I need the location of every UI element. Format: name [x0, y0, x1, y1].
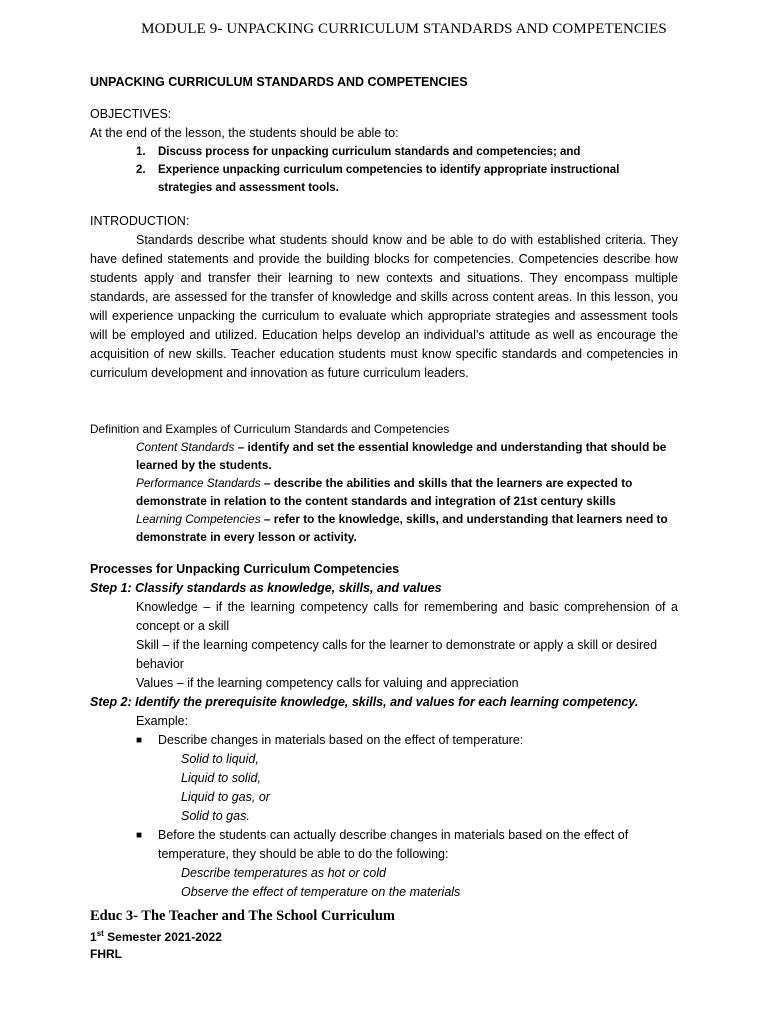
- definition-desc: – describe the abilities and skills that the learners are expected to demonstrate in relation to the content standards and integration of 21st century skills: [136, 476, 633, 508]
- sub-item: Observe the effect of temperature on the materials: [181, 885, 461, 899]
- semester-ordinal: 1: [90, 930, 97, 944]
- definitions-heading: Definition and Examples of Curriculum Standards and Competencies: [90, 422, 450, 436]
- objective-number: 2.: [136, 164, 146, 176]
- objective-item: [90, 161, 678, 197]
- processes-section: [90, 560, 678, 902]
- objective-item: [90, 143, 678, 161]
- objective-text: Discuss process for unpacking curriculum standards and competencies; and: [158, 146, 581, 158]
- objectives-lead: At the end of the lesson, the students should be able to:: [90, 126, 399, 140]
- definition-term: Learning Competencies: [136, 512, 261, 526]
- definition-item: [136, 510, 678, 546]
- step-1-skill: Skill – if the learning competency calls for the learner to demonstrate or apply a skill or desired behavior: [136, 638, 658, 671]
- definition-desc: – identify and set the essential knowledge and understanding that should be learned by the students.: [136, 440, 667, 472]
- definition-item: [136, 438, 678, 474]
- objective-text: Experience unpacking curriculum competencies to identify appropriate instructional strategies and assessment tools.: [158, 164, 620, 194]
- author-initials: FHRL: [90, 947, 122, 961]
- definition-desc: – refer to the knowledge, skills, and understanding that learners need to demonstrate in every lesson or activity.: [136, 512, 668, 544]
- sub-item: Liquid to gas, or: [181, 790, 270, 804]
- objectives-heading: OBJECTIVES:: [90, 107, 172, 121]
- module-header: MODULE 9- UNPACKING CURRICULUM STANDARDS AND COMPETENCIES: [141, 21, 667, 37]
- semester-text: Semester 2021-2022: [103, 930, 222, 944]
- section-title: UNPACKING CURRICULUM STANDARDS AND COMPETENCIES: [90, 75, 468, 89]
- bullet-text: Describe changes in materials based on the effect of temperature:: [158, 733, 524, 747]
- definitions-section: [90, 420, 678, 546]
- list-item: [136, 826, 678, 864]
- step-2-title: Step 2: Identify the prerequisite knowledge, skills, and values for each learning competency.: [90, 695, 639, 709]
- sub-item: Liquid to solid,: [181, 771, 261, 785]
- square-bullet-icon: ■: [136, 735, 143, 746]
- objective-number: 1.: [136, 146, 146, 158]
- page-footer: [90, 908, 395, 963]
- introduction-heading: INTRODUCTION:: [90, 214, 190, 228]
- objectives-section: [90, 105, 678, 197]
- sub-item: Describe temperatures as hot or cold: [181, 866, 386, 880]
- course-title: Educ 3- The Teacher and The School Curriculum: [90, 908, 395, 924]
- sub-item: Solid to liquid,: [181, 752, 259, 766]
- sub-item: Solid to gas.: [181, 809, 250, 823]
- introduction-paragraph: Standards describe what students should know and be able to do with established criteria. They have defined statements and provide the building blocks for competencies. Competencies describe how students apply and transfer their learning to new contexts and situations. They encompass multiple standards, are assessed for the transfer of knowledge and skills across content areas. In this lesson, you will experience unpacking the curriculum to evaluate which appropriate strategies and assessment tools will be employed and utilized. Education helps develop an individual’s attitude as well as encourage the acquisition of new skills. Teacher education students must know specific standards and competencies in curriculum development and innovation as future curriculum leaders.: [90, 233, 678, 380]
- example-label: Example:: [136, 714, 189, 728]
- definition-item: [136, 474, 678, 510]
- step-1-title: Step 1: Classify standards as knowledge, skills, and values: [90, 581, 442, 595]
- processes-heading: Processes for Unpacking Curriculum Competencies: [90, 562, 400, 576]
- step-1-knowledge: Knowledge – if the learning competency calls for remembering and basic comprehension of a concept or a skill: [136, 600, 678, 633]
- introduction-section: [90, 212, 678, 383]
- definition-term: Performance Standards: [136, 476, 261, 490]
- step-1-values: Values – if the learning competency calls for valuing and appreciation: [136, 676, 519, 690]
- semester-label: [90, 925, 395, 946]
- list-item: [136, 731, 678, 750]
- bullet-text: Before the students can actually describe changes in materials based on the effect of temperature, they should be able to do the following:: [158, 828, 629, 861]
- semester-suffix: st: [96, 929, 104, 938]
- definition-term: Content Standards: [136, 440, 235, 454]
- square-bullet-icon: ■: [136, 830, 143, 841]
